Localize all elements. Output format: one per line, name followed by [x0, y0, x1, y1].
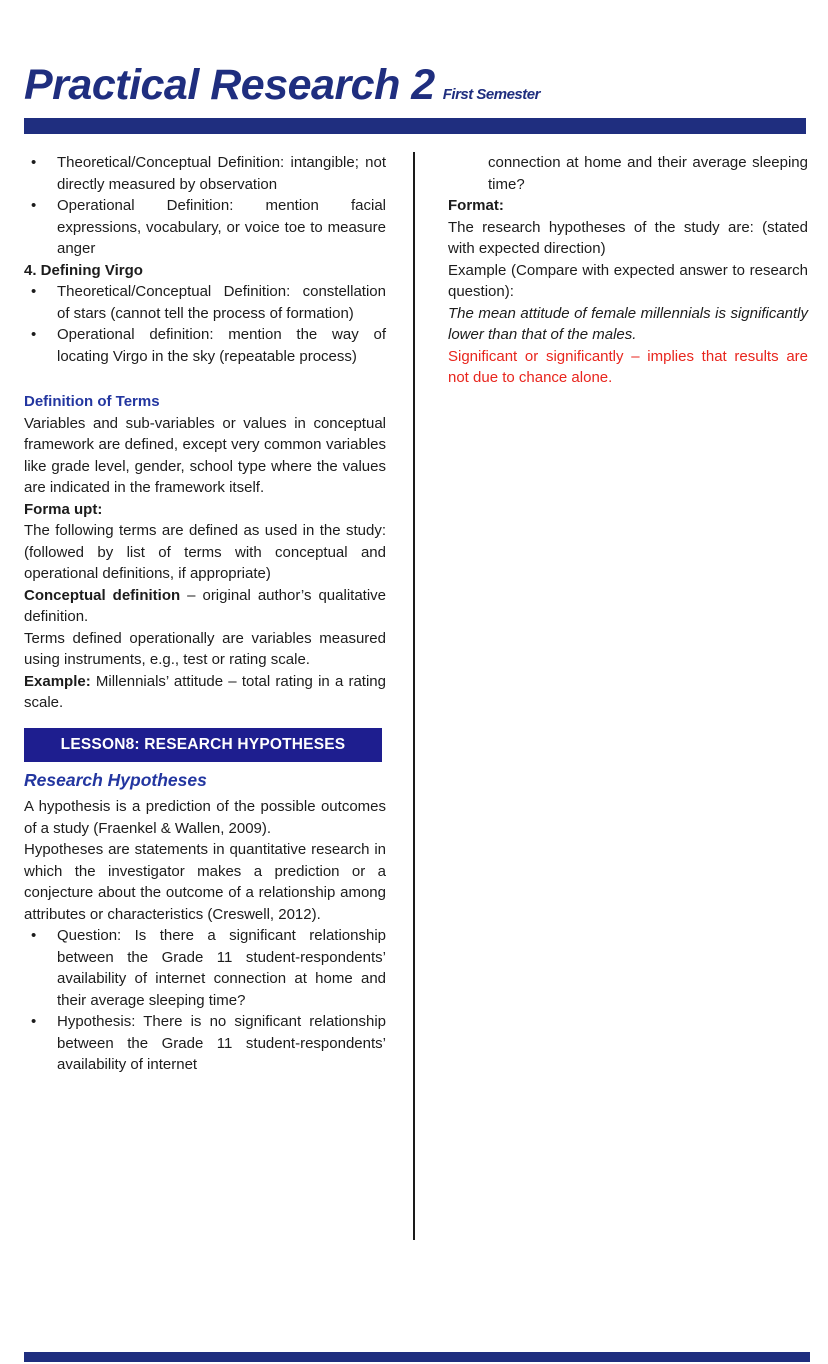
red-note-significant: Significant or significantly – implies that results are not due to chance alone. [448, 347, 808, 386]
document-title [24, 62, 808, 109]
label-forma-upt: Forma upt: [24, 500, 103, 518]
title-rule [24, 118, 806, 134]
lesson-banner-label: LESSON8: RESEARCH HYPOTHESES [60, 735, 346, 753]
heading-defining-virgo: 4. Defining Virgo [24, 261, 143, 279]
paragraph-example-compare: Example (Compare with expected answer to research question): [448, 261, 808, 300]
footer-rule [24, 1352, 810, 1362]
bullet-icon: • [31, 154, 37, 171]
column-divider [413, 152, 415, 1240]
paragraph-continuation: connection at home and their average sleeping time? [488, 154, 808, 193]
bullet-text-theoretical-anger: Theoretical/Conceptual Definition: intangible; not directly measured by observation [57, 154, 386, 193]
bullet-text-hypothesis: Hypothesis: There is no significant relationship between the Grade 11 student-respondents’ availability of internet [57, 1013, 386, 1073]
bullet-text-operational-anger: Operational Definition: mention facial expressions, vocabulary, or voice toe to measure anger [57, 197, 386, 257]
paragraph-research-hypotheses-format: The research hypotheses of the study are: (stated with expected direction) [448, 218, 808, 257]
paragraph-operational-terms: Terms defined operationally are variables measured using instruments, e.g., test or rating scale. [24, 629, 386, 668]
bullet-item [24, 152, 386, 195]
paragraph-mean-attitude-example: The mean attitude of female millennials is significantly lower than that of the males. [448, 304, 808, 343]
lesson-banner [24, 728, 382, 762]
paragraph-terms: Variables and sub-variables or values in conceptual framework are defined, except very common variables like grade level, gender, school type where the values are indicated in the framework itself. [24, 414, 386, 496]
bullet-icon: • [31, 283, 37, 300]
bullet-icon: • [31, 197, 37, 214]
bold-lead-conceptual: Conceptual definition [24, 586, 181, 604]
document-header [24, 62, 808, 134]
bullet-text-operational-virgo: Operational definition: mention the way of locating Virgo in the sky (repeatable process) [57, 326, 386, 365]
heading-definition-of-terms: Definition of Terms [24, 393, 160, 410]
bullet-item [24, 195, 386, 260]
paragraph-hypothesis-def-1: A hypothesis is a prediction of the possible outcomes of a study (Fraenkel & Wallen, 2009). [24, 798, 386, 837]
right-column [448, 152, 808, 389]
text-run-example: Millennials’ attitude – total rating in a rating scale. [24, 672, 386, 711]
bullet-item [24, 925, 386, 1011]
bullet-icon: • [31, 927, 37, 944]
bullet-text-theoretical-virgo: Theoretical/Conceptual Definition: constellation of stars (cannot tell the process of formation) [57, 283, 386, 322]
bullet-icon: • [31, 1013, 37, 1030]
paragraph-format: The following terms are defined as used in the study: (followed by list of terms with conceptual and operational definitions, if appropriate) [24, 522, 386, 582]
paragraph-hypothesis-def-2: Hypotheses are statements in quantitative research in which the investigator makes a prediction or a conjecture about the outcome of a relationship among attributes or characteristics (Creswell, 2012). [24, 841, 386, 923]
title-text: Practical Research 2 [24, 61, 435, 109]
left-column [24, 152, 386, 1076]
paragraph-example [24, 671, 386, 714]
document-subtitle: First Semester [442, 86, 540, 103]
bullet-text-question: Question: Is there a significant relationship between the Grade 11 student-respondents’ availability of internet connection at home and their average sleeping time? [57, 927, 386, 1009]
heading-research-hypotheses: Research Hypotheses [24, 769, 207, 790]
bold-lead-example: Example: [24, 672, 91, 690]
bullet-item [24, 281, 386, 324]
paragraph-conceptual-definition [24, 585, 386, 628]
label-format: Format: [448, 197, 504, 214]
text-run-conceptual: – original author’s qualitative definition. [24, 586, 386, 625]
bullet-item [24, 1011, 386, 1076]
bullet-item [24, 324, 386, 367]
bullet-icon: • [31, 326, 37, 343]
spacer [24, 367, 386, 391]
